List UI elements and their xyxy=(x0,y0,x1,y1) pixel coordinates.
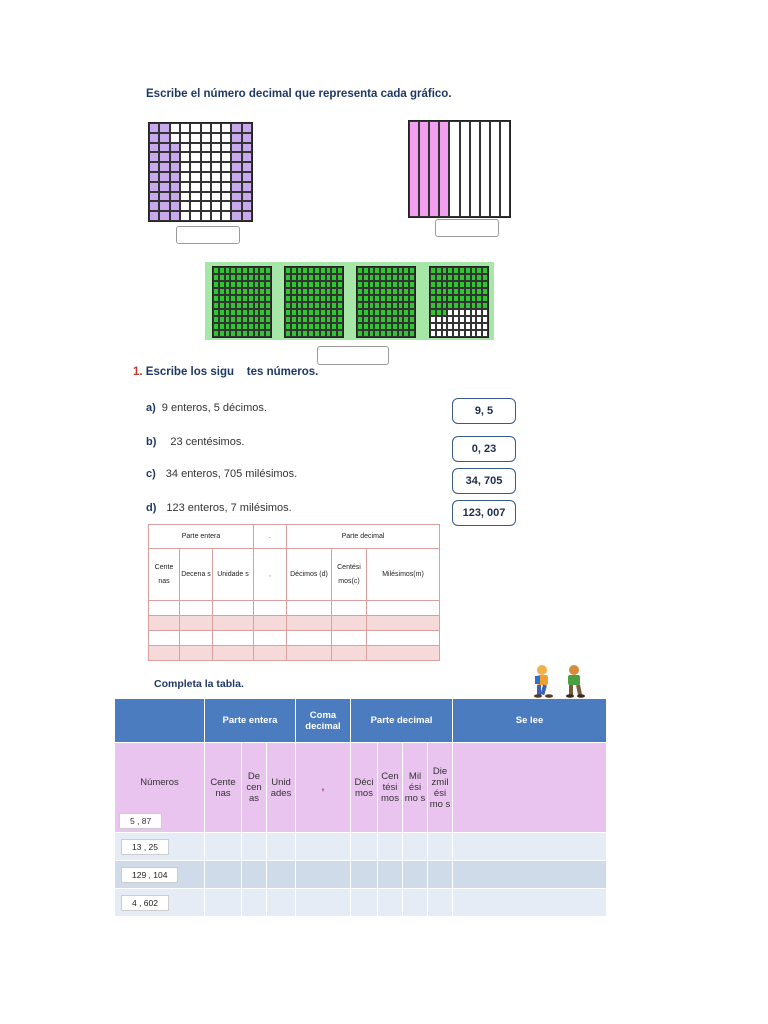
grid-cell xyxy=(190,172,200,182)
grid-cell xyxy=(159,123,169,133)
t2-header-blank xyxy=(115,699,205,743)
grid-cell xyxy=(180,172,190,182)
grid-cell xyxy=(265,267,271,274)
grid-cell xyxy=(180,133,190,143)
t2-col-coma: , xyxy=(296,743,351,833)
table-row xyxy=(115,889,607,917)
grid-cell xyxy=(211,162,221,172)
grid-cell xyxy=(242,201,252,211)
item-letter: a) xyxy=(146,402,156,414)
grid-cell xyxy=(159,192,169,202)
grid-cell xyxy=(159,152,169,162)
item-text: 123 enteros, 7 milésimos. xyxy=(166,502,292,514)
t1-parte-decimal: Parte decimal xyxy=(287,525,440,549)
t1-col-coma: , xyxy=(254,549,287,601)
grid-cell xyxy=(409,288,415,295)
grid-cell xyxy=(180,162,190,172)
grid-cell xyxy=(482,295,488,302)
grid-cell xyxy=(201,201,211,211)
grid-cell xyxy=(482,309,488,316)
grid-cell xyxy=(201,182,211,192)
grid-cell xyxy=(170,162,180,172)
grid-cell xyxy=(149,182,159,192)
grid-cell xyxy=(211,123,221,133)
grid-cell xyxy=(409,281,415,288)
grid-cell xyxy=(337,295,343,302)
grid-cell xyxy=(211,192,221,202)
t2-col-unidades: Unid ades xyxy=(267,743,296,833)
item-letter: b) xyxy=(146,436,157,448)
grid-cell xyxy=(265,288,271,295)
grid-cell xyxy=(231,182,241,192)
answer-box-1[interactable] xyxy=(176,226,240,244)
t1-col-milesimos: Milésimos(m) xyxy=(367,549,440,601)
grid-cell xyxy=(265,316,271,323)
section2-number: 1. xyxy=(133,366,143,378)
t1-parte-entera: Parte entera xyxy=(149,525,254,549)
grid-cell xyxy=(500,121,510,217)
item-text: 34 enteros, 705 milésimos. xyxy=(165,468,298,480)
grid-cell xyxy=(265,281,271,288)
table-row xyxy=(115,833,607,861)
t1-col-unidades: Unidade s xyxy=(213,549,254,601)
grid-cell xyxy=(190,182,200,192)
grid-cell xyxy=(337,323,343,330)
place-value-table xyxy=(148,524,440,661)
grid-cell xyxy=(470,121,480,217)
grid-cell xyxy=(221,172,231,182)
grid-cell xyxy=(159,143,169,153)
grid-cell xyxy=(482,316,488,323)
grid-cell xyxy=(242,133,252,143)
grid-cell xyxy=(409,274,415,281)
grid-cell xyxy=(242,152,252,162)
exercise-item-a xyxy=(146,402,267,414)
item-text: 23 centésimos. xyxy=(170,436,245,448)
grid-cell xyxy=(190,152,200,162)
number-label: 13 , 25 xyxy=(121,839,169,855)
table-row xyxy=(115,861,607,889)
section2-title xyxy=(133,366,318,378)
grid-cell xyxy=(190,123,200,133)
grid-cell xyxy=(211,211,221,221)
complete-table xyxy=(114,698,607,917)
grid-cell xyxy=(159,182,169,192)
grid-cell xyxy=(159,211,169,221)
grid-cell xyxy=(429,121,439,217)
section1-title: Escribe el número decimal que representa cada gráfico. xyxy=(146,88,452,100)
grid-cell xyxy=(190,162,200,172)
grid-cell xyxy=(409,309,415,316)
grid-cell xyxy=(149,201,159,211)
grid-cell xyxy=(221,123,231,133)
t2-col-centesimos: Cen tési mos xyxy=(378,743,403,833)
grid-cell xyxy=(221,143,231,153)
t1-col-decenas: Decena s xyxy=(180,549,213,601)
grid-cell xyxy=(201,162,211,172)
grid-cell xyxy=(221,182,231,192)
pink-tenths-grid xyxy=(408,120,511,218)
number-label: 129 , 104 xyxy=(121,867,178,883)
grid-cell xyxy=(180,143,190,153)
grid-cell xyxy=(460,121,470,217)
grid-cell xyxy=(190,201,200,211)
grid-cell xyxy=(265,302,271,309)
exercise-item-c xyxy=(146,468,297,480)
grid-cell xyxy=(419,121,429,217)
grid-cell xyxy=(337,330,343,337)
grid-cell xyxy=(170,182,180,192)
grid-cell xyxy=(482,330,488,337)
grid-cell xyxy=(409,330,415,337)
grid-cell xyxy=(180,201,190,211)
answer-pill-b: 0, 23 xyxy=(452,436,516,462)
grid-cell xyxy=(170,192,180,202)
grid-cell xyxy=(221,211,231,221)
grid-cell xyxy=(337,288,343,295)
green-partial-grid xyxy=(429,266,489,338)
purple-hundred-grid xyxy=(148,122,253,222)
item-letter: c) xyxy=(146,468,156,480)
grid-cell xyxy=(170,123,180,133)
grid-cell xyxy=(265,295,271,302)
grid-cell xyxy=(201,123,211,133)
grid-cell xyxy=(201,133,211,143)
grid-cell xyxy=(480,121,490,217)
grid-cell xyxy=(265,274,271,281)
grid-cell xyxy=(201,211,211,221)
t2-col-se-lee xyxy=(453,743,607,833)
green-hundred-grid-3 xyxy=(356,266,416,338)
grid-cell xyxy=(409,267,415,274)
grid-cell xyxy=(231,172,241,182)
section3-title: Completa la tabla. xyxy=(154,678,244,690)
grid-cell xyxy=(149,172,159,182)
grid-cell xyxy=(490,121,500,217)
grid-cell xyxy=(231,133,241,143)
grid-cell xyxy=(221,152,231,162)
grid-cell xyxy=(149,123,159,133)
grid-cell xyxy=(221,192,231,202)
t2-numeros-cell xyxy=(115,743,205,833)
table-row xyxy=(149,616,440,631)
grid-cell xyxy=(170,143,180,153)
grid-cell xyxy=(221,201,231,211)
grid-cell xyxy=(170,133,180,143)
grid-cell xyxy=(337,302,343,309)
grid-cell xyxy=(337,274,343,281)
grid-cell xyxy=(190,192,200,202)
table-row xyxy=(149,646,440,661)
grid-cell xyxy=(242,192,252,202)
section2-title-text: Escribe los sigu tes números. xyxy=(145,366,319,378)
grid-cell xyxy=(180,152,190,162)
t2-parte-entera: Parte entera xyxy=(205,699,296,743)
grid-cell xyxy=(170,211,180,221)
number-label: 4 , 602 xyxy=(121,895,169,911)
grid-cell xyxy=(231,211,241,221)
grid-cell xyxy=(409,316,415,323)
grid-cell xyxy=(201,172,211,182)
answer-pill-d: 123, 007 xyxy=(452,500,516,526)
grid-cell xyxy=(149,152,159,162)
grid-cell xyxy=(231,201,241,211)
grid-cell xyxy=(242,182,252,192)
table-row xyxy=(149,631,440,646)
grid-cell xyxy=(231,192,241,202)
grid-cell xyxy=(482,281,488,288)
grid-cell xyxy=(409,295,415,302)
grid-cell xyxy=(211,143,221,153)
grid-cell xyxy=(337,281,343,288)
t2-col-centenas: Cente nas xyxy=(205,743,242,833)
grid-cell xyxy=(221,162,231,172)
grid-cell xyxy=(242,211,252,221)
grid-cell xyxy=(159,133,169,143)
grid-cell xyxy=(449,121,459,217)
t1-col-centesimos: Centési mos(c) xyxy=(332,549,367,601)
grid-cell xyxy=(439,121,449,217)
grid-cell xyxy=(211,182,221,192)
grid-cell xyxy=(482,302,488,309)
green-hundred-grid-2 xyxy=(284,266,344,338)
grid-cell xyxy=(482,274,488,281)
answer-box-3[interactable] xyxy=(317,346,389,365)
t2-coma-decimal: Coma decimal xyxy=(296,699,351,743)
t2-col-diezmilesimos: Die zmil ési mo s xyxy=(428,743,453,833)
t2-col-decenas: De cen as xyxy=(242,743,267,833)
t2-col-milesimos: Mil ési mo s xyxy=(403,743,428,833)
grid-cell xyxy=(231,162,241,172)
t2-numeros: Números xyxy=(140,777,179,788)
grid-cell xyxy=(170,172,180,182)
grid-cell xyxy=(211,152,221,162)
grid-cell xyxy=(201,192,211,202)
grid-cell xyxy=(265,323,271,330)
grid-cell xyxy=(180,123,190,133)
grid-cell xyxy=(231,152,241,162)
grid-cell xyxy=(265,309,271,316)
grid-cell xyxy=(190,143,200,153)
t2-parte-decimal: Parte decimal xyxy=(351,699,453,743)
grid-cell xyxy=(409,323,415,330)
children-walking-icon xyxy=(528,664,594,698)
t1-col-decimos: Décimos (d) xyxy=(287,549,332,601)
grid-cell xyxy=(337,309,343,316)
grid-cell xyxy=(242,162,252,172)
grid-cell xyxy=(180,182,190,192)
answer-box-2[interactable] xyxy=(435,219,499,237)
grid-cell xyxy=(149,192,159,202)
grid-cell xyxy=(170,152,180,162)
grid-cell xyxy=(190,211,200,221)
grid-cell xyxy=(231,143,241,153)
grid-cell xyxy=(231,123,241,133)
number-label: 5 , 87 xyxy=(119,813,162,829)
answer-pill-a: 9, 5 xyxy=(452,398,516,424)
grid-cell xyxy=(180,192,190,202)
grid-cell xyxy=(159,201,169,211)
grid-cell xyxy=(337,267,343,274)
grid-cell xyxy=(170,201,180,211)
green-hundred-grid-1 xyxy=(212,266,272,338)
grid-cell xyxy=(201,143,211,153)
exercise-item-d xyxy=(146,502,292,514)
grid-cell xyxy=(242,123,252,133)
t2-se-lee: Se lee xyxy=(453,699,607,743)
grid-cell xyxy=(149,143,159,153)
answer-pill-c: 34, 705 xyxy=(452,468,516,494)
grid-cell xyxy=(482,323,488,330)
grid-cell xyxy=(409,302,415,309)
grid-cell xyxy=(149,133,159,143)
grid-cell xyxy=(159,172,169,182)
grid-cell xyxy=(149,162,159,172)
exercise-item-b xyxy=(146,436,244,448)
t1-col-centenas: Cente nas xyxy=(149,549,180,601)
grid-cell xyxy=(190,133,200,143)
t2-col-decimos: Déci mos xyxy=(351,743,378,833)
table-row xyxy=(149,601,440,616)
grid-cell xyxy=(482,267,488,274)
grid-cell xyxy=(159,162,169,172)
grid-cell xyxy=(221,133,231,143)
grid-cell xyxy=(211,201,221,211)
grid-cell xyxy=(482,288,488,295)
grid-cell xyxy=(149,211,159,221)
t1-coma: . xyxy=(254,525,287,549)
grid-cell xyxy=(265,330,271,337)
grid-cell xyxy=(211,172,221,182)
item-text: 9 enteros, 5 décimos. xyxy=(161,402,267,414)
grid-cell xyxy=(201,152,211,162)
grid-cell xyxy=(211,133,221,143)
item-letter: d) xyxy=(146,502,157,514)
grid-cell xyxy=(337,316,343,323)
grid-cell xyxy=(242,172,252,182)
grid-cell xyxy=(409,121,419,217)
grid-cell xyxy=(242,143,252,153)
grid-cell xyxy=(180,211,190,221)
